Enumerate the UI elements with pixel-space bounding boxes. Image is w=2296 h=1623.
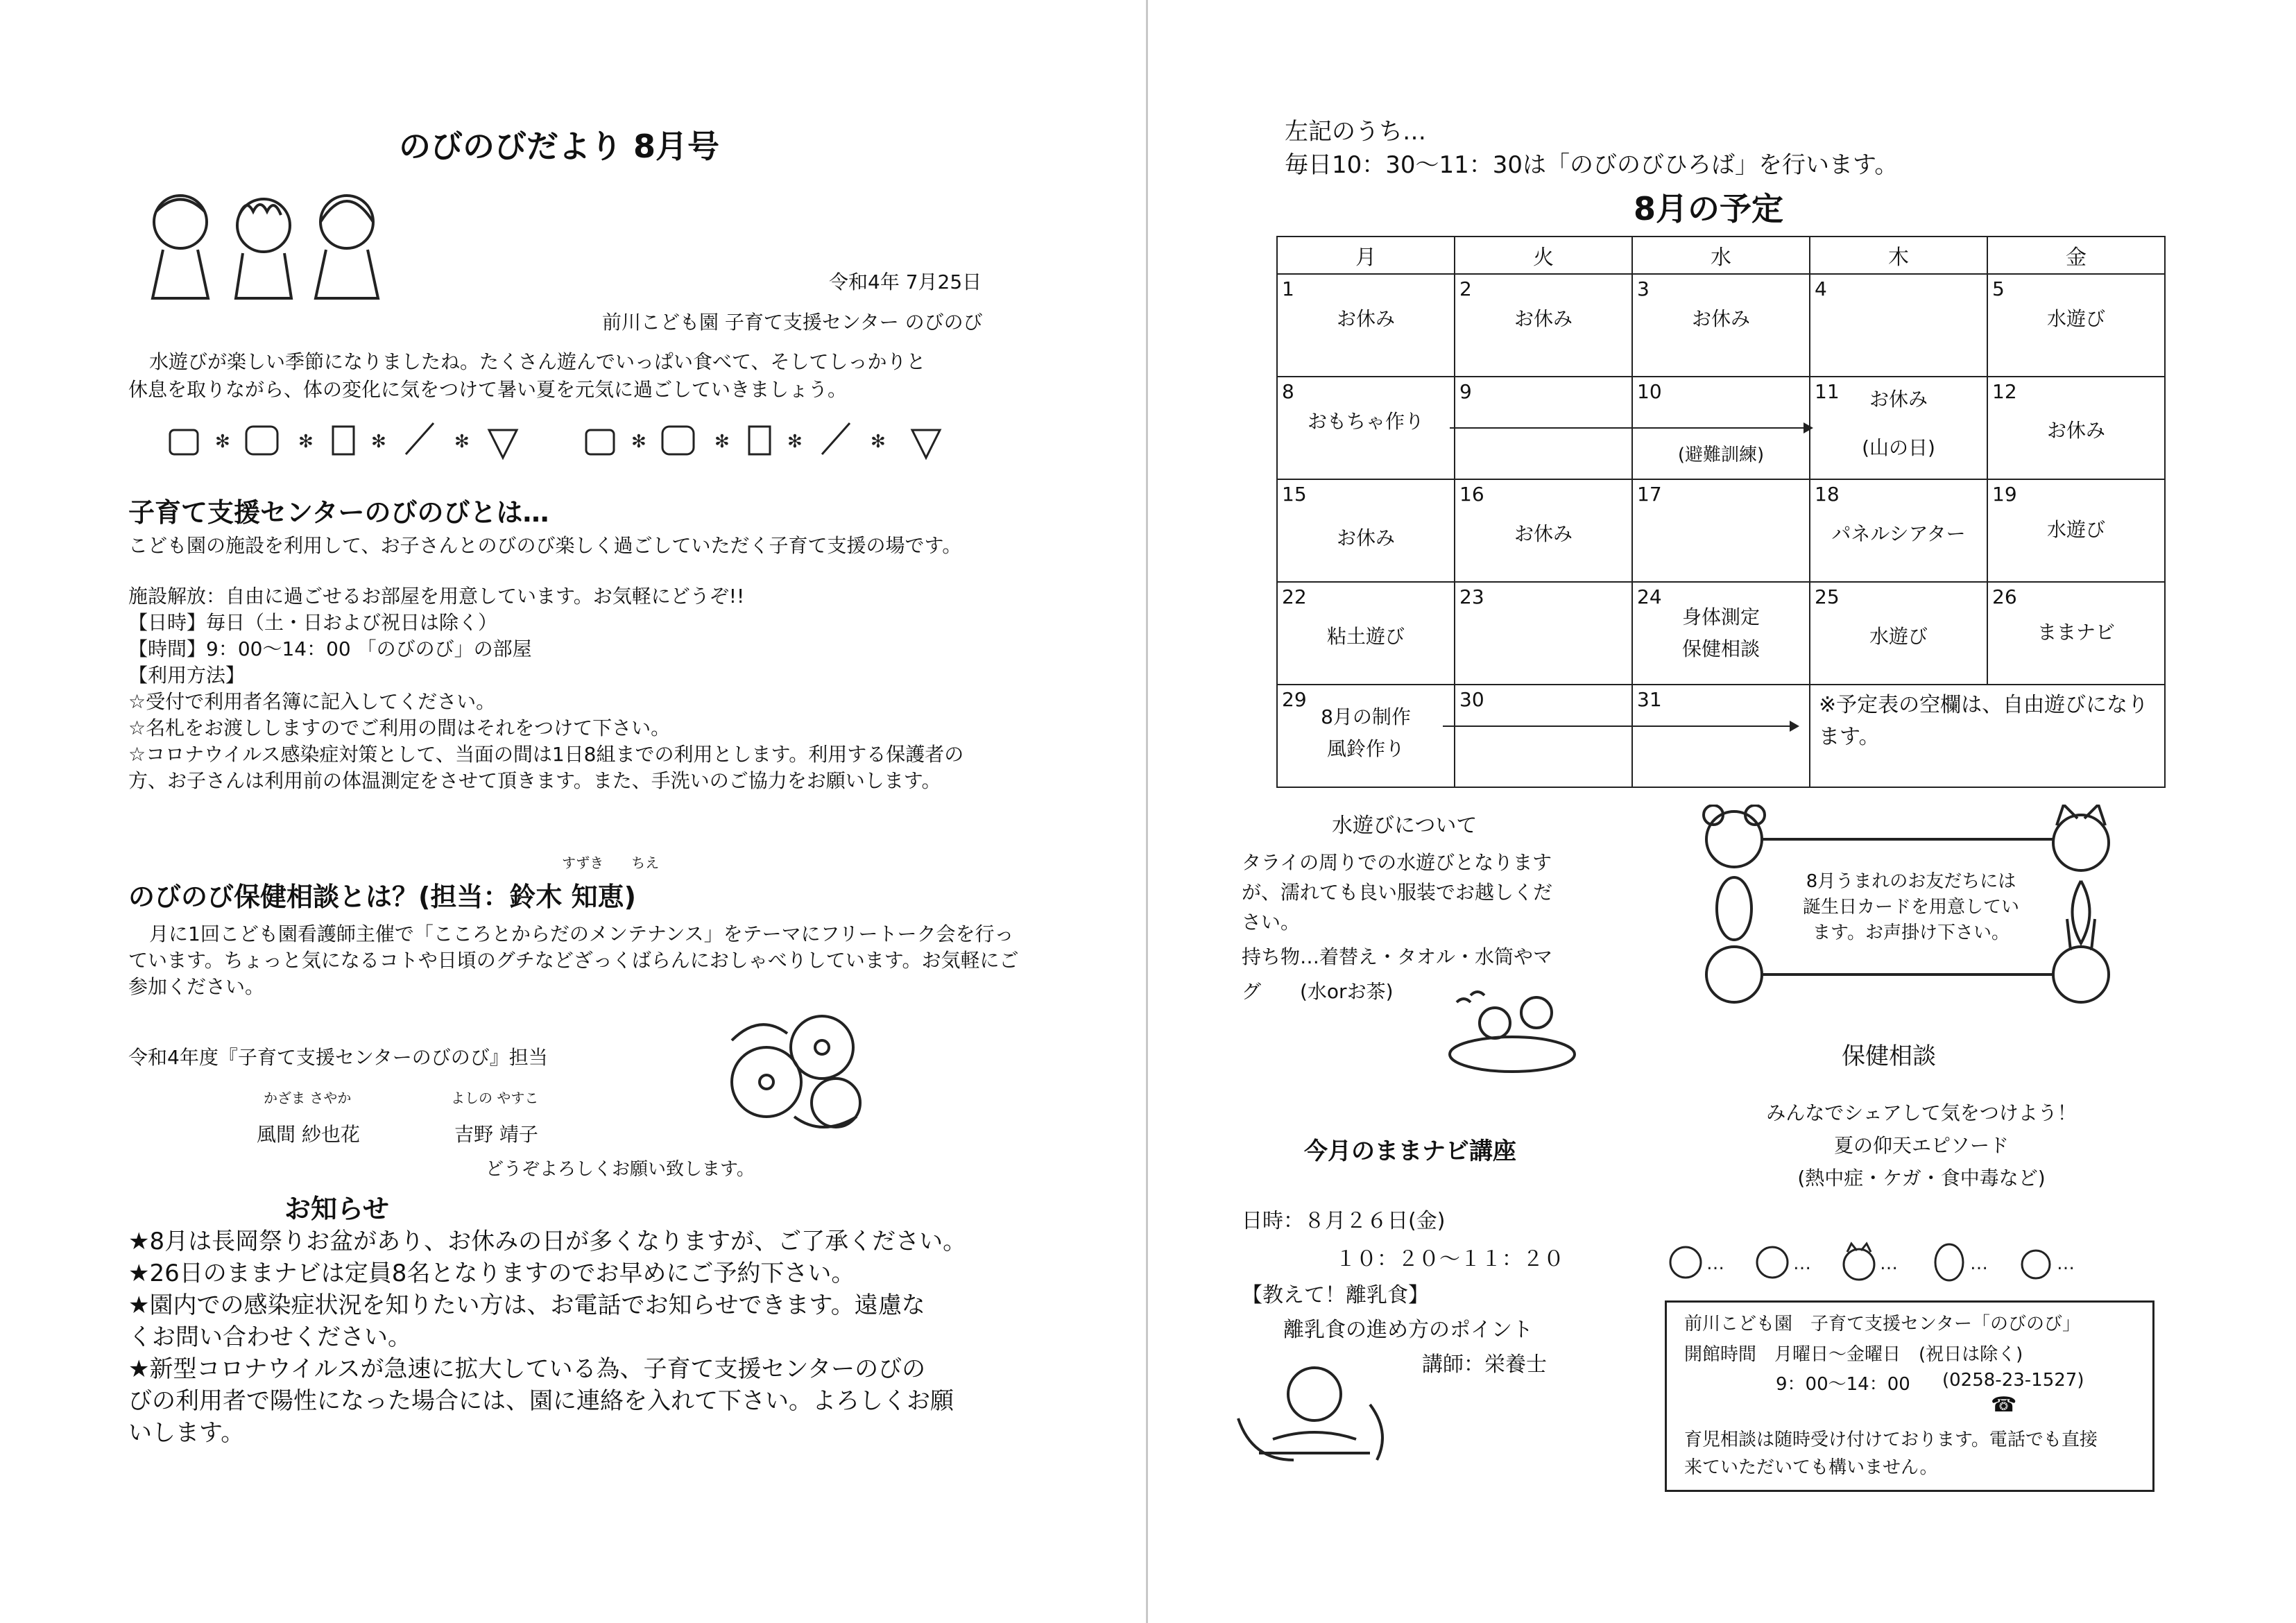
weekday-wed: 水 (1632, 237, 1810, 274)
water-play-line: タライの周りでの水遊びとなります (1242, 851, 1552, 874)
day-number: 22 (1282, 585, 1307, 608)
day-number: 2 (1459, 277, 1472, 300)
calendar-day (1810, 274, 1987, 377)
notice-line: びの利用者で陽性になった場合には、園に連絡を入れて下さい。よろしくお願 (128, 1387, 954, 1415)
day-number: 1 (1282, 277, 1294, 300)
day-number: 19 (1992, 483, 2017, 506)
day-event: お休み (2046, 419, 2105, 442)
health-line: 月に1回こども園看護師主催で「こころとからだのメンテナンス」をテーマにフリートーク会を行っ (149, 922, 1014, 945)
notice-line: ★新型コロナウイルスが急速に拡大している為、子育て支援センターのびの (128, 1355, 926, 1383)
day-event: お休み (1336, 307, 1395, 330)
weekday-tue: 火 (1455, 237, 1632, 274)
weekday-header-row (1277, 237, 2165, 274)
day-number: 12 (1992, 380, 2017, 403)
day-number: 10 (1637, 380, 1662, 403)
calendar-day (1810, 582, 1987, 685)
weekday-fri: 金 (1987, 237, 2165, 274)
staff-name-2: 吉野 靖子 (454, 1123, 538, 1146)
notice-line: くお問い合わせください。 (128, 1323, 411, 1351)
weekday-mon: 月 (1277, 237, 1455, 274)
mamanavi-line: １０：２０～１１：２０ (1335, 1247, 1564, 1271)
day-event: 水遊び (1869, 625, 1928, 648)
summer-food-border (163, 416, 978, 465)
notice-line: いします。 (128, 1419, 245, 1447)
day-number: 30 (1459, 688, 1484, 711)
day-number: 25 (1815, 585, 1840, 608)
water-tub-illustration (1443, 988, 1582, 1079)
water-play-line: 持ち物…着替え・タオル・水筒やマ (1242, 945, 1553, 968)
about-line: 【利用方法】 (128, 664, 246, 687)
day-event: 身体測定 (1681, 606, 1760, 628)
health-heading: のびのび保健相談とは？(担当：鈴木 知恵) (128, 882, 636, 912)
day-number: 18 (1815, 483, 1840, 506)
svg-text:✻: ✻ (215, 431, 230, 452)
arrow-icon (1443, 725, 1797, 727)
hibiscus-illustration (718, 999, 877, 1137)
staff-name-1: 風間 紗也花 (257, 1123, 360, 1146)
about-line: 方、お子さんは利用前の体温測定をさせて頂きます。また、手洗いのご協力をお願いします。 (128, 769, 941, 792)
water-play-line: が、濡れても良い服装でお越しくだ (1242, 881, 1553, 904)
lead-line-1: 左記のうち… (1285, 118, 1426, 146)
contact-hours: 開館時間 月曜日～金曜日 (祝日は除く) (1684, 1344, 2023, 1365)
day-event: 風鈴作り (1326, 737, 1405, 760)
day-event: お休み (1514, 522, 1573, 545)
water-play-line: グ (水orお茶) (1242, 980, 1394, 1003)
day-event: 水遊び (2046, 518, 2105, 541)
calendar-day (1810, 377, 1987, 479)
baby-meal-illustration (1231, 1363, 1398, 1467)
summer-icon-border (1668, 1238, 2112, 1287)
day-event: パネルシアター (1831, 522, 1966, 545)
august-calendar (1276, 236, 2166, 788)
day-event: (避難訓練) (1677, 445, 1765, 465)
svg-text:✻: ✻ (787, 431, 803, 452)
day-event: 粘土遊び (1326, 625, 1405, 648)
calendar-day (1277, 582, 1455, 685)
about-line: 施設解放：自由に過ごせるお部屋を用意しています。お気軽にどうぞ!! (128, 585, 745, 608)
mamanavi-line: 日時：８月２６日(金) (1242, 1209, 1446, 1233)
calendar-week (1277, 685, 2165, 787)
calendar-day (1810, 479, 1987, 582)
notice-heading: お知らせ (284, 1194, 389, 1224)
calendar-day (1987, 274, 2165, 377)
water-play-heading: 水遊びについて (1332, 814, 1477, 838)
kenkou-line: (熱中症・ケガ・食中毒など) (1797, 1167, 2046, 1190)
calendar-day (1987, 582, 2165, 685)
calendar-note-cell (1810, 685, 2165, 787)
calendar-day (1632, 479, 1810, 582)
mamanavi-line: 離乳食の進め方のポイント (1283, 1318, 1533, 1342)
calendar-day (1455, 274, 1632, 377)
svg-text:✻: ✻ (714, 431, 730, 452)
contact-phone: (0258-23-1527) (1942, 1370, 2084, 1391)
day-event: ままナビ (2037, 621, 2115, 644)
staff-ruby-1: かざま さやか (264, 1090, 352, 1106)
contact-org: 前川こども園 子育て支援センター「のびのび」 (1684, 1314, 2080, 1334)
svg-text:…: … (1970, 1253, 1988, 1274)
notice-line: ★園内での感染症状況を知りたい方は、お電話でお知らせできます。遠慮な (128, 1291, 925, 1319)
day-number: 15 (1282, 483, 1307, 506)
svg-text:✻: ✻ (454, 431, 470, 452)
kenkou-heading: 保健相談 (1842, 1042, 1936, 1070)
day-number: 31 (1637, 688, 1662, 711)
health-ruby: すずき ちえ (562, 855, 660, 871)
newsletter-title: のびのびだより 8月号 (399, 128, 720, 165)
about-line: 【時間】9：00～14：00 「のびのび」の部屋 (128, 637, 532, 660)
day-event: おもちゃ作り (1307, 410, 1424, 433)
birthday-line: 8月うまれのお友だちには (1806, 871, 2016, 892)
weekday-thu: 木 (1810, 237, 1987, 274)
svg-text:…: … (1880, 1253, 1898, 1274)
calendar-day (1455, 582, 1632, 685)
contact-note: 育児相談は随時受け付けております。電話でも直接 (1684, 1429, 2098, 1450)
calendar-week (1277, 274, 2165, 377)
calendar-day (1632, 274, 1810, 377)
calendar-day (1455, 479, 1632, 582)
day-event: お休み (1336, 526, 1395, 549)
calendar-day (1277, 377, 1455, 479)
kenkou-line: みんなでシェアして気をつけよう！ (1766, 1101, 2077, 1124)
svg-text:✻: ✻ (871, 431, 886, 452)
calendar-day (1632, 582, 1810, 685)
day-number: 9 (1459, 380, 1472, 403)
day-number: 16 (1459, 483, 1484, 506)
calendar-note: ※予定表の空欄は、自由遊びになります。 (1819, 693, 2149, 749)
day-event: 水遊び (2046, 307, 2105, 330)
calendar-day (1987, 377, 2165, 479)
staff-closing: どうぞよろしくお願い致します。 (486, 1159, 755, 1180)
staff-heading: 令和4年度『子育て支援センターのびのび』担当 (128, 1046, 548, 1069)
day-number: 5 (1992, 277, 2005, 300)
svg-text:✻: ✻ (631, 431, 646, 452)
day-number: 4 (1815, 277, 1827, 300)
about-heading: 子育て支援センターのびのびとは… (128, 497, 549, 528)
about-line: ☆名札をお渡ししますのでご利用の間はそれをつけて下さい。 (128, 716, 671, 739)
day-event: (山の日) (1862, 436, 1935, 459)
calendar-day (1455, 685, 1632, 787)
intro-line-1: 水遊びが楽しい季節になりましたね。たくさん遊んでいっぱい食べて、そしてしっかりと (149, 350, 926, 373)
contact-time: 9：00～14：00 (1776, 1374, 1910, 1395)
mamanavi-heading: 今月のままナビ講座 (1304, 1137, 1516, 1165)
calendar-day (1277, 479, 1455, 582)
kids-illustration (139, 180, 402, 312)
notice-line: ★26日のままナビは定員8名となりますのでお早めにご予約下さい。 (128, 1260, 855, 1287)
about-line: ☆コロナウイルス感染症対策として、当面の間は1日8組までの利用とします。利用する保護者の (128, 743, 964, 766)
about-line: 【日時】毎日（土・日および祝日は除く） (128, 611, 498, 634)
health-line: ています。ちょっと気になるコトや日頃のグチなどざっくばらんにおしゃべりしています。お気軽にご (128, 949, 1019, 972)
svg-text:…: … (2057, 1253, 2075, 1274)
lead-line-2: 毎日10：30～11：30は「のびのびひろば」を行います。 (1285, 151, 1899, 179)
svg-text:…: … (1706, 1253, 1724, 1274)
calendar-week (1277, 479, 2165, 582)
day-number: 26 (1992, 585, 2017, 608)
day-number: 17 (1637, 483, 1662, 506)
day-event: 保健相談 (1681, 637, 1760, 660)
issue-date: 令和4年 7月25日 (829, 270, 982, 293)
calendar-week (1277, 582, 2165, 685)
calendar-day (1277, 685, 1455, 787)
day-number: 23 (1459, 585, 1484, 608)
day-number: 24 (1637, 585, 1662, 608)
calendar-day (1632, 685, 1810, 787)
mamanavi-line: 講師：栄養士 (1422, 1352, 1547, 1377)
svg-text:…: … (1793, 1253, 1811, 1274)
day-number: 3 (1637, 277, 1650, 300)
calendar-day (1277, 274, 1455, 377)
mamanavi-line: 【教えて！離乳食】 (1242, 1283, 1429, 1307)
intro-line-2: 休息を取りながら、体の変化に気をつけて暑い夏を元気に過ごしていきましょう。 (128, 378, 848, 401)
about-line: ☆受付で利用者名簿に記入してください。 (128, 690, 496, 713)
day-number: 8 (1282, 380, 1294, 403)
schedule-title: 8月の予定 (1634, 190, 1784, 227)
day-number: 29 (1282, 688, 1307, 711)
water-play-line: さい。 (1242, 911, 1301, 934)
arrow-icon (1450, 427, 1810, 429)
day-event: お休み (1691, 307, 1750, 330)
birthday-line: 誕生日カードを用意してい (1802, 897, 2019, 918)
day-event: お休み (1514, 307, 1573, 330)
contact-note: 来ていただいても構いません。 (1684, 1457, 1938, 1478)
health-line: 参加ください。 (128, 975, 265, 998)
birthday-line: ます。お声掛け下さい。 (1813, 922, 2010, 943)
staff-ruby-2: よしの やすこ (451, 1090, 539, 1106)
svg-text:✻: ✻ (371, 431, 386, 452)
notice-line: ★8月は長岡祭りお盆があり、お休みの日が多くなりますが、ご了承ください。 (128, 1228, 967, 1255)
day-event: 8月の制作 (1321, 705, 1411, 728)
calendar-day (1987, 479, 2165, 582)
about-description: こども園の施設を利用して、お子さんとのびのび楽しく過ごしていただく子育て支援の場です。 (128, 534, 962, 557)
svg-text:✻: ✻ (298, 431, 314, 452)
phone-icon: ☎ (1991, 1393, 2017, 1417)
day-event: お休み (1869, 388, 1928, 411)
page-fold (1146, 0, 1148, 1623)
kenkou-line: 夏の仰天エピソード (1833, 1134, 2009, 1157)
organization: 前川こども園 子育て支援センター のびのび (602, 311, 983, 334)
day-number: 11 (1815, 380, 1840, 403)
